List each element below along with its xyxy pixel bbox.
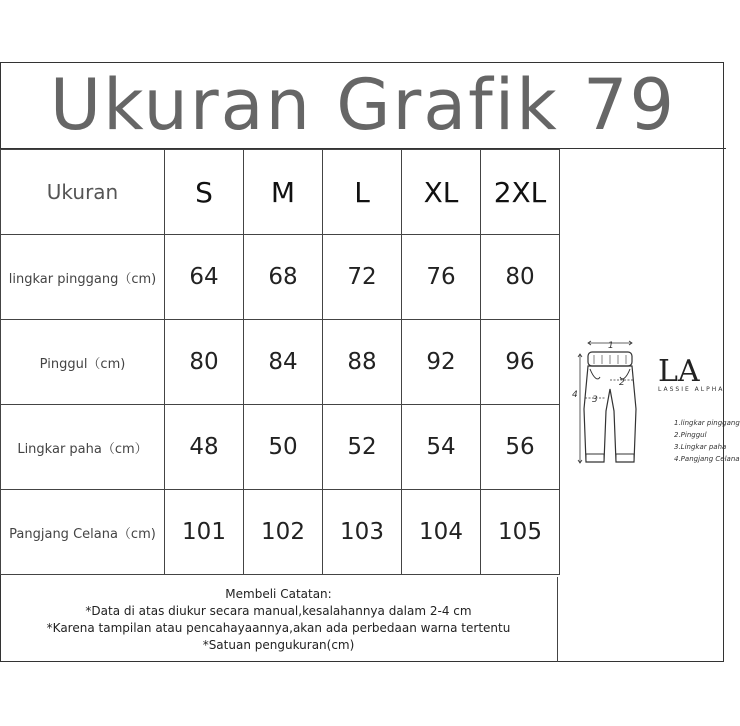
page-title: Ukuran Grafik 79 (0, 62, 726, 149)
marker-4: 4 (572, 390, 578, 400)
table-cell: 76 (402, 235, 481, 320)
table-cell: 56 (481, 405, 560, 490)
table-row (1, 320, 560, 405)
notes-line: *Data di atas diukur secara manual,kesalahannya dalam 2-4 cm (85, 603, 472, 618)
marker-1: 1 (608, 341, 614, 351)
measurement-diagram (558, 149, 740, 577)
left-cuff (586, 454, 604, 462)
marker-3: 3 (592, 395, 598, 405)
row-label: Pangjang Celana（cm) (1, 490, 165, 575)
table-cell: 84 (244, 320, 323, 405)
table-cell: 68 (244, 235, 323, 320)
table-cell: 72 (323, 235, 402, 320)
marker-2: 2 (619, 378, 625, 388)
row-label: Pinggul（cm) (1, 320, 165, 405)
table-cell: 101 (165, 490, 244, 575)
notes-line: *Karena tampilan atau pencahayaannya,akan ada perbedaan warna tertentu (46, 620, 511, 635)
legend-item: 1.lingkar pinggang (674, 419, 740, 427)
table-cell: 104 (402, 490, 481, 575)
table-header-row (1, 150, 560, 235)
pants-illustration (558, 149, 724, 577)
table-cell: 96 (481, 320, 560, 405)
table-cell: 54 (402, 405, 481, 490)
table-cell: 88 (323, 320, 402, 405)
legend-item: 4.Pangjang Celana (674, 455, 740, 463)
notes-line: *Satuan pengukuran(cm) (202, 637, 355, 652)
pants-outline (584, 366, 636, 462)
row-label: Lingkar paha（cm） (1, 405, 165, 490)
brand-logo: LA (658, 354, 700, 389)
table-cell: 103 (323, 490, 402, 575)
table-row (1, 490, 560, 575)
size-m: M (244, 150, 323, 235)
brand-name: LASSIE ALPHA (658, 386, 725, 393)
row-label: lingkar pinggang（cm) (1, 235, 165, 320)
size-2xl: 2XL (481, 150, 560, 235)
table-row (1, 405, 560, 490)
table-cell: 48 (165, 405, 244, 490)
legend-item: 3.Lingkar paha (674, 443, 727, 451)
right-cuff (616, 454, 634, 462)
left-pocket (590, 369, 600, 379)
table-cell: 105 (481, 490, 560, 575)
table-row (1, 235, 560, 320)
table-cell: 64 (165, 235, 244, 320)
measurement-legend (674, 417, 740, 465)
table-cell: 80 (481, 235, 560, 320)
notes-section (0, 577, 558, 662)
size-l: L (323, 150, 402, 235)
table-cell: 52 (323, 405, 402, 490)
table-cell: 92 (402, 320, 481, 405)
notes-heading: Membeli Catatan: (225, 586, 332, 601)
table-cell: 80 (165, 320, 244, 405)
header-label: Ukuran (1, 150, 165, 235)
legend-item: 2.Pinggul (674, 431, 707, 439)
size-s: S (165, 150, 244, 235)
table-cell: 102 (244, 490, 323, 575)
size-table (0, 149, 560, 575)
size-xl: XL (402, 150, 481, 235)
table-cell: 50 (244, 405, 323, 490)
